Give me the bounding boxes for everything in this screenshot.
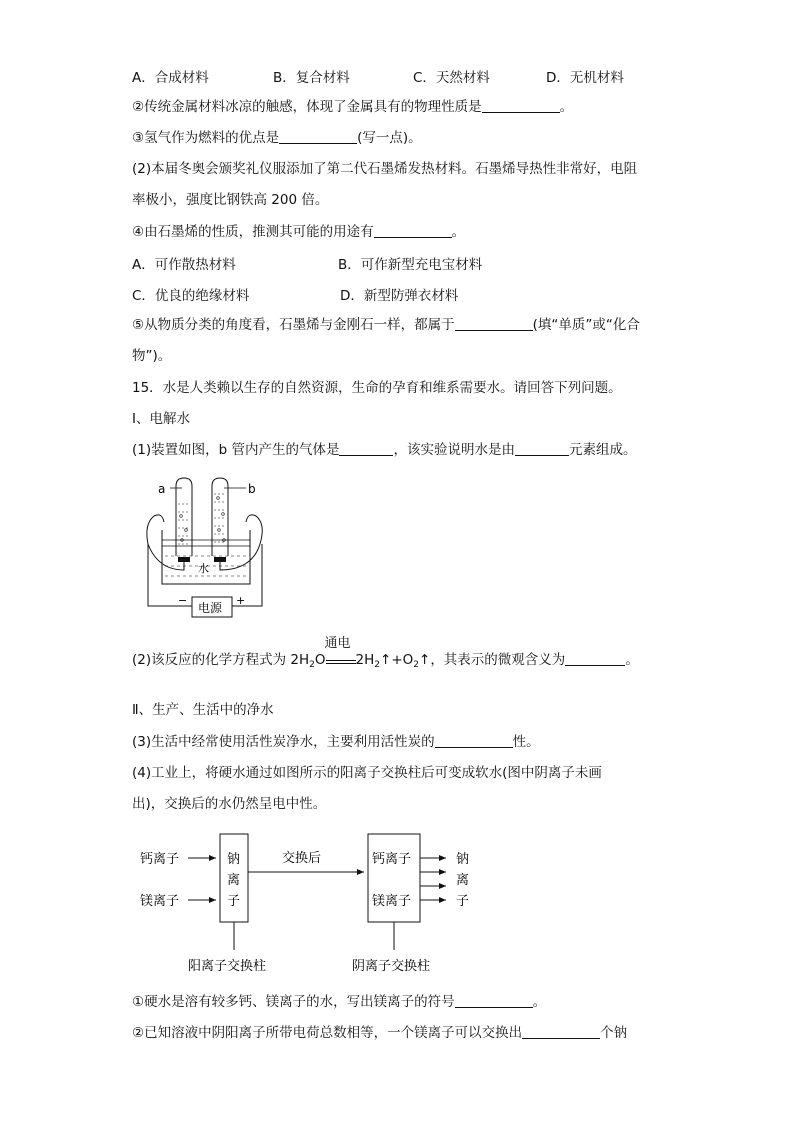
section-title-electrolysis: Ⅰ、电解水 [132, 411, 190, 427]
sodium-ion-out-1: 钠 [456, 852, 470, 867]
q15-sub1 [132, 992, 546, 1012]
electrolysis-apparatus-figure [140, 474, 270, 624]
answer-blank[interactable] [455, 993, 533, 1008]
option-b: B．复合材料 [273, 70, 350, 86]
q14-part2-line1: (2)本届冬奥会颁奖礼仪服添加了第二代石墨烯发热材料。石墨烯导热性非常好，电阻 [132, 161, 638, 177]
q15-sub1-end: 。 [532, 994, 547, 1010]
q15-part3 [132, 732, 540, 752]
answer-blank[interactable] [515, 441, 569, 456]
answer-blank[interactable] [482, 98, 560, 113]
cation-column-label: 阳离子交换柱 [188, 959, 267, 974]
q15-part3-end: 性。 [512, 734, 540, 750]
option-c: C．天然材料 [413, 70, 490, 86]
q15-part1-mid: ，该实验说明水是由 [393, 442, 515, 458]
q14-sub5-text: ⑤从物质分类的角度看，石墨烯与金刚石一样，都属于 [132, 317, 455, 333]
sodium-ion-out-3: 子 [456, 894, 470, 909]
q15-sub2 [132, 1023, 627, 1043]
magnesium-ion-in: 镁离子 [140, 894, 180, 909]
tube-b [212, 478, 228, 556]
q14-sub4-end: 。 [451, 224, 466, 240]
q15-stem: 15．水是人类赖以生存的自然资源，生命的孕育和维系需要水。请回答下列问题。 [132, 380, 622, 396]
option-d: D．无机材料 [546, 70, 624, 86]
q14-sub5-hint: (填“单质”或“化合 [532, 317, 640, 333]
equation-arrow: ↑ [419, 652, 431, 668]
q14-sub3-text: ③氢气作为燃料的优点是 [132, 130, 280, 146]
sodium-ion-out-2: 离 [456, 873, 470, 888]
equals-sign [326, 660, 356, 664]
calcium-ion-out: 钙离子 [372, 852, 412, 867]
q14-sub3-end: (写一点)。 [357, 130, 422, 146]
answer-blank[interactable] [374, 223, 452, 238]
option-4a: A．可作散热材料 [132, 257, 236, 273]
q14-sub5-line2: 物”)。 [132, 348, 172, 364]
calcium-ion-in: 钙离子 [140, 852, 180, 867]
anion-column-label: 阴离子交换柱 [352, 959, 431, 974]
option-4d: D．新型防弹衣材料 [340, 288, 459, 304]
equation-product-h2: 2H [355, 652, 375, 668]
q15-part2-text: ，其表示的微观含义为 [430, 652, 566, 668]
wire-right [220, 515, 262, 570]
exchange-label: 交换后 [282, 851, 322, 866]
reaction-condition [324, 636, 356, 664]
q14-sub2-text: ②传统金属材料冰凉的触感，体现了金属具有的物理性质是 [132, 99, 482, 115]
q15-sub2-end: 个钠 [600, 1025, 628, 1041]
subscript: 2 [413, 660, 419, 670]
q15-part2-end: 。 [625, 652, 639, 668]
label-a: a [158, 482, 166, 496]
q15-part3-text: (3)生活中经常使用活性炭净水，主要利用活性炭的 [132, 734, 435, 750]
q15-sub2-text: ②已知溶液中阴阳离子所带电荷总数相等，一个镁离子可以交换出 [132, 1025, 523, 1041]
tube-liquid [178, 494, 226, 544]
water-label: 水 [198, 562, 209, 575]
equation-h2o-o: O [314, 652, 326, 668]
answer-blank[interactable] [565, 651, 625, 666]
power-label: 电源 [198, 601, 223, 615]
q14-sub4 [132, 222, 465, 242]
q14-sub5 [132, 315, 640, 335]
section-title-purification: Ⅱ、生产、生活中的净水 [132, 702, 274, 718]
option-a: A．合成材料 [132, 70, 209, 86]
q14-sub2 [132, 97, 573, 117]
answer-blank[interactable] [455, 316, 533, 331]
beaker [162, 530, 250, 584]
minus-sign: − [178, 594, 188, 607]
q14-sub3 [132, 128, 422, 148]
plus-sign: + [236, 594, 246, 607]
answer-blank[interactable] [435, 733, 513, 748]
option-4c: C．优良的绝缘材料 [132, 288, 250, 304]
column1-text-3: 子 [227, 894, 241, 909]
subscript: 2 [374, 660, 381, 670]
option-4b: B．可作新型充电宝材料 [338, 257, 483, 273]
column1-text-2: 离 [227, 873, 241, 888]
q15-part4-line2: 出)，交换后的水仍然呈电中性。 [132, 796, 327, 812]
q15-part2 [132, 636, 639, 675]
answer-blank[interactable] [279, 129, 357, 144]
condition-electricity: 通电 [324, 636, 351, 651]
magnesium-ion-out: 镁离子 [372, 894, 412, 909]
q15-sub1-text: ①硬水是溶有较多钙、镁离子的水，写出镁离子的符号 [132, 994, 455, 1010]
q14-sub2-end: 。 [559, 99, 574, 115]
answer-blank[interactable] [339, 441, 393, 456]
q14-sub4-text: ④由石墨烯的性质，推测其可能的用途有 [132, 224, 374, 240]
answer-blank[interactable] [522, 1024, 600, 1039]
q14-part2-line2: 率极小，强度比钢铁高 200 倍。 [132, 192, 329, 208]
equation-product-o2: ↑+O [380, 652, 414, 668]
q15-part4-line1: (4)工业上，将硬水通过如图所示的阳离子交换柱后可变成软水(图中阴离子未画 [132, 765, 602, 781]
label-b: b [248, 482, 256, 496]
electrode-right [214, 557, 226, 562]
ion-exchange-figure [138, 828, 498, 978]
equation-lead: (2)该反应的化学方程式为 2H [132, 652, 310, 668]
q15-part1 [132, 440, 636, 460]
q15-part1-text: (1)装置如图，b 管内产生的气体是 [132, 442, 340, 458]
electrode-left [178, 557, 190, 562]
gas-bubbles [180, 497, 226, 542]
subscript: 2 [309, 660, 315, 670]
q15-part1-end: 元素组成。 [568, 442, 637, 458]
column1-text-1: 钠 [227, 852, 241, 867]
